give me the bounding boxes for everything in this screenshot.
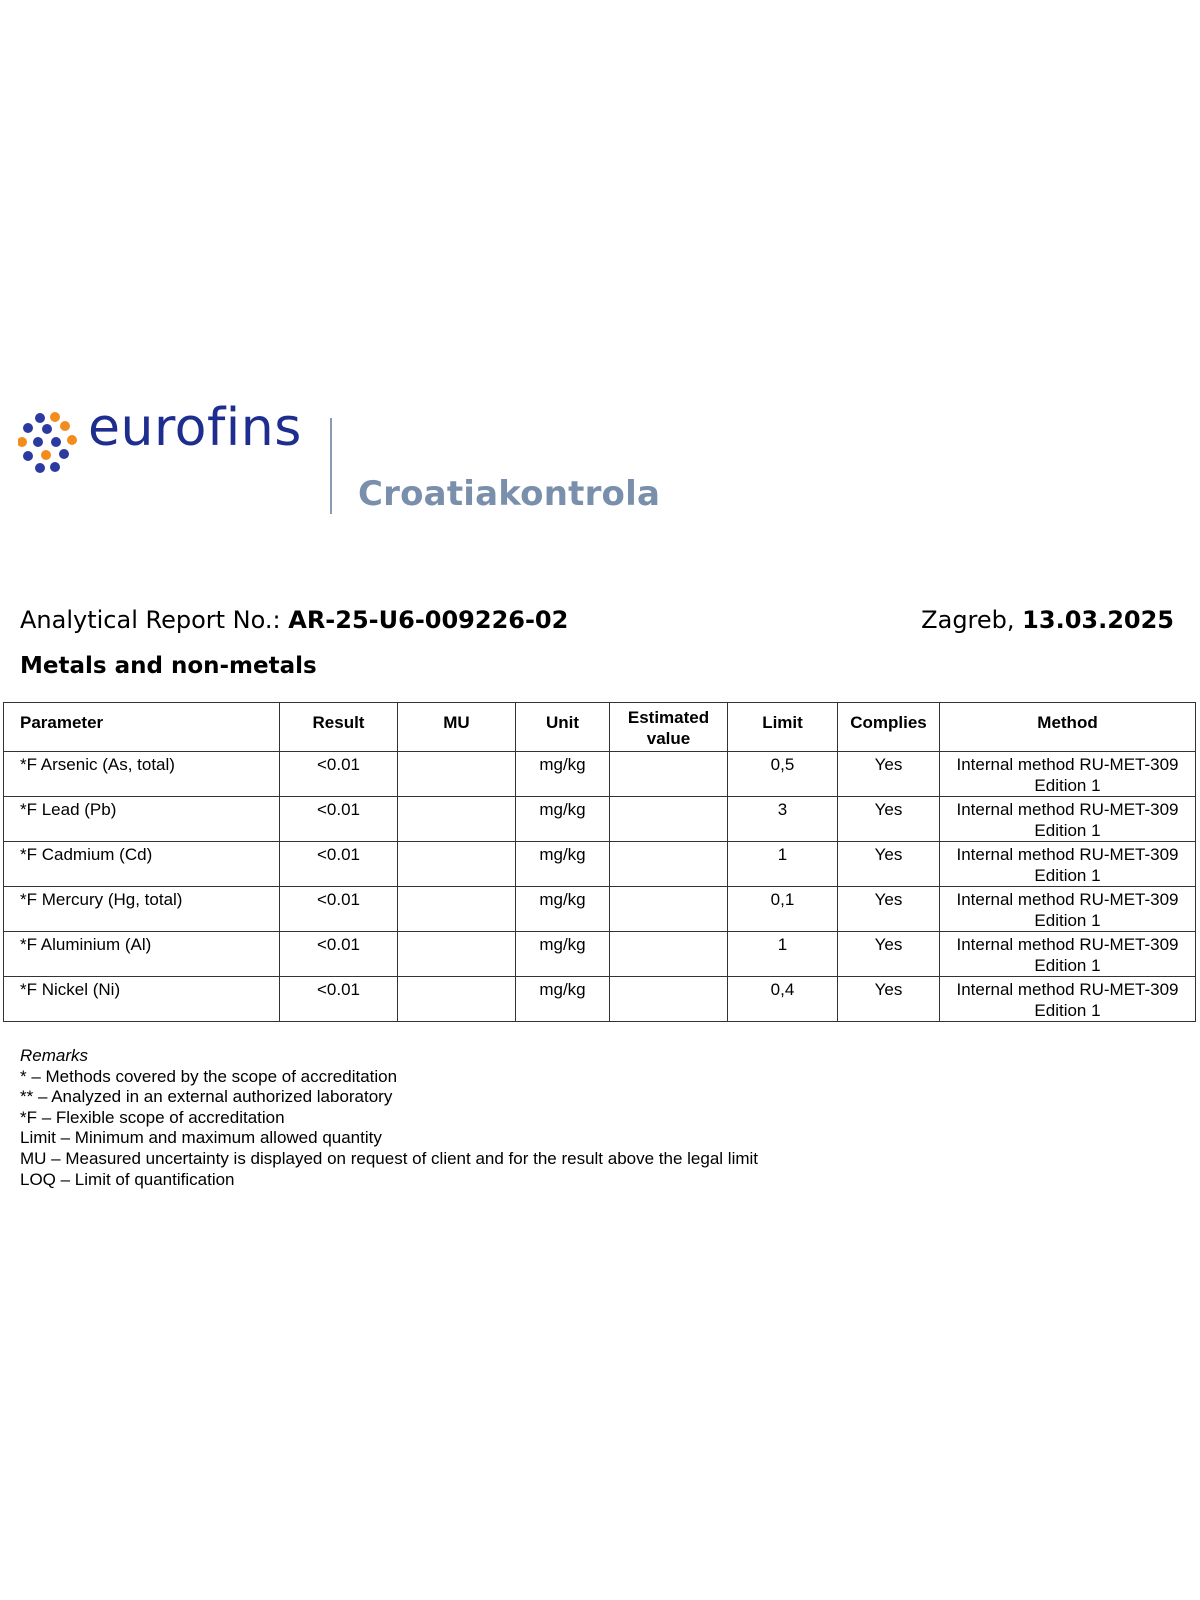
cell-limit: 3 bbox=[728, 797, 838, 842]
cell-complies: Yes bbox=[838, 752, 940, 797]
cell-method bbox=[940, 977, 1196, 1022]
cell-complies: Yes bbox=[838, 797, 940, 842]
company-logo bbox=[18, 398, 661, 518]
cell-method bbox=[940, 932, 1196, 977]
method-edition: Edition 1 bbox=[1034, 776, 1101, 795]
eurofins-dots-icon bbox=[18, 412, 80, 474]
cell-method bbox=[940, 752, 1196, 797]
cell-limit: 0,5 bbox=[728, 752, 838, 797]
cell-method bbox=[940, 797, 1196, 842]
cell-unit: mg/kg bbox=[516, 752, 610, 797]
cell-unit: mg/kg bbox=[516, 977, 610, 1022]
col-header-mu: MU bbox=[398, 703, 516, 752]
cell-mu bbox=[398, 977, 516, 1022]
report-date: 13.03.2025 bbox=[1022, 606, 1174, 634]
cell-unit: mg/kg bbox=[516, 797, 610, 842]
method-edition: Edition 1 bbox=[1034, 821, 1101, 840]
method-name: Internal method RU-MET-309 bbox=[956, 755, 1179, 774]
remark-line: * – Methods covered by the scope of accreditation bbox=[20, 1066, 398, 1086]
cell-result: <0.01 bbox=[280, 977, 398, 1022]
col-header-limit: Limit bbox=[728, 703, 838, 752]
table-row bbox=[4, 977, 1196, 1022]
col-header-unit: Unit bbox=[516, 703, 610, 752]
cell-estimated bbox=[610, 752, 728, 797]
report-place: Zagreb, bbox=[921, 606, 1015, 634]
report-place-date bbox=[921, 606, 1174, 634]
method-edition: Edition 1 bbox=[1034, 866, 1101, 885]
table-row bbox=[4, 797, 1196, 842]
cell-result: <0.01 bbox=[280, 797, 398, 842]
remarks-section bbox=[20, 1046, 758, 1190]
cell-result: <0.01 bbox=[280, 842, 398, 887]
col-header-method: Method bbox=[940, 703, 1196, 752]
col-header-result: Result bbox=[280, 703, 398, 752]
logo-divider bbox=[330, 418, 332, 514]
remark-line: *F – Flexible scope of accreditation bbox=[20, 1107, 285, 1127]
cell-estimated bbox=[610, 887, 728, 932]
cell-parameter: *F Aluminium (Al) bbox=[4, 932, 280, 977]
method-edition: Edition 1 bbox=[1034, 911, 1101, 930]
cell-mu bbox=[398, 932, 516, 977]
cell-result: <0.01 bbox=[280, 932, 398, 977]
cell-unit: mg/kg bbox=[516, 842, 610, 887]
cell-limit: 1 bbox=[728, 932, 838, 977]
cell-limit: 1 bbox=[728, 842, 838, 887]
cell-estimated bbox=[610, 977, 728, 1022]
method-edition: Edition 1 bbox=[1034, 956, 1101, 975]
method-edition: Edition 1 bbox=[1034, 1001, 1101, 1020]
cell-parameter: *F Mercury (Hg, total) bbox=[4, 887, 280, 932]
cell-limit: 0,1 bbox=[728, 887, 838, 932]
table-row bbox=[4, 842, 1196, 887]
cell-estimated bbox=[610, 797, 728, 842]
cell-complies: Yes bbox=[838, 842, 940, 887]
cell-parameter: *F Lead (Pb) bbox=[4, 797, 280, 842]
col-header-estimated-value: Estimated value bbox=[610, 703, 728, 752]
cell-result: <0.01 bbox=[280, 752, 398, 797]
logo-brand-text: eurofins bbox=[88, 398, 302, 458]
cell-mu bbox=[398, 797, 516, 842]
cell-estimated bbox=[610, 932, 728, 977]
col-header-complies: Complies bbox=[838, 703, 940, 752]
cell-complies: Yes bbox=[838, 977, 940, 1022]
cell-mu bbox=[398, 752, 516, 797]
remark-line: MU – Measured uncertainty is displayed on request of client and for the result above the legal limit bbox=[20, 1148, 759, 1168]
remark-line: Limit – Minimum and maximum allowed quantity bbox=[20, 1128, 382, 1148]
method-name: Internal method RU-MET-309 bbox=[956, 935, 1179, 954]
results-table bbox=[3, 702, 1196, 1022]
cell-parameter: *F Cadmium (Cd) bbox=[4, 842, 280, 887]
cell-limit: 0,4 bbox=[728, 977, 838, 1022]
cell-unit: mg/kg bbox=[516, 887, 610, 932]
table-row bbox=[4, 887, 1196, 932]
cell-complies: Yes bbox=[838, 932, 940, 977]
cell-parameter: *F Arsenic (As, total) bbox=[4, 752, 280, 797]
remark-line: LOQ – Limit of quantification bbox=[20, 1169, 235, 1189]
report-label: Analytical Report No.: bbox=[20, 606, 281, 634]
report-number-line bbox=[20, 606, 568, 634]
logo-division-text: Croatiakontrola bbox=[358, 474, 661, 514]
method-name: Internal method RU-MET-309 bbox=[956, 845, 1179, 864]
cell-parameter: *F Nickel (Ni) bbox=[4, 977, 280, 1022]
table-header-row bbox=[4, 703, 1196, 752]
cell-result: <0.01 bbox=[280, 887, 398, 932]
cell-estimated bbox=[610, 842, 728, 887]
cell-mu bbox=[398, 842, 516, 887]
cell-complies: Yes bbox=[838, 887, 940, 932]
method-name: Internal method RU-MET-309 bbox=[956, 800, 1179, 819]
cell-mu bbox=[398, 887, 516, 932]
method-name: Internal method RU-MET-309 bbox=[956, 890, 1179, 909]
table-row bbox=[4, 752, 1196, 797]
cell-unit: mg/kg bbox=[516, 932, 610, 977]
remarks-title: Remarks bbox=[20, 1046, 89, 1065]
col-header-parameter: Parameter bbox=[4, 703, 280, 752]
remark-line: ** – Analyzed in an external authorized laboratory bbox=[20, 1087, 393, 1107]
report-number: AR-25-U6-009226-02 bbox=[288, 606, 569, 634]
cell-method bbox=[940, 842, 1196, 887]
cell-method bbox=[940, 887, 1196, 932]
section-title: Metals and non-metals bbox=[20, 653, 317, 679]
table-row bbox=[4, 932, 1196, 977]
method-name: Internal method RU-MET-309 bbox=[956, 980, 1179, 999]
